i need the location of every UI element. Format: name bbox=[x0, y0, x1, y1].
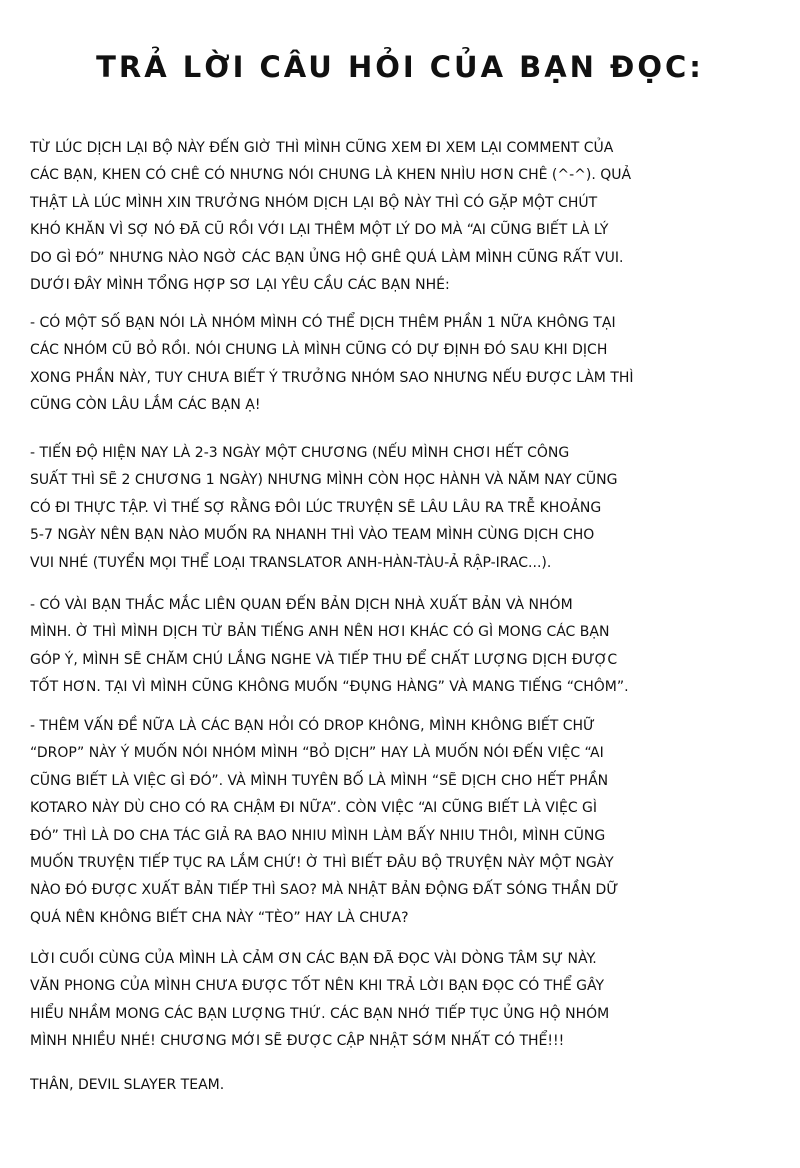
paragraph-line: NÀO ĐÓ ĐƯỢC XUẤT BẢN TIẾP THÌ SAO? MÀ NHẬT BẢN ĐỘNG ĐẤT SÓNG THẦN DỮ bbox=[30, 882, 619, 899]
paragraph-line: HIỂU NHẦM MONG CÁC BẠN LƯỢNG THỨ. CÁC BẠN NHỚ TIẾP TỤC ỦNG HỘ NHÓM bbox=[30, 1005, 610, 1022]
paragraph-line: KOTARO NÀY DÙ CHO CÓ RA CHẬM ĐI NỮA”. CÒN VIỆC “AI CŨNG BIẾT LÀ VIỆC GÌ bbox=[30, 800, 598, 817]
paragraph-line: DO GÌ ĐÓ” NHƯNG NÀO NGỜ CÁC BẠN ỦNG HỘ GHÊ QUÁ LÀM MÌNH CŨNG RẤT VUI. bbox=[30, 249, 624, 266]
paragraph-line: TỐT HƠN. TẠI VÌ MÌNH CŨNG KHÔNG MUỐN “ĐỤNG HÀNG” VÀ MANG TIẾNG “CHÔM”. bbox=[30, 679, 629, 696]
paragraph-line: MÌNH. Ờ THÌ MÌNH DỊCH TỪ BẢN TIẾNG ANH NÊN HƠI KHÁC CÓ GÌ MONG CÁC BẠN bbox=[30, 624, 610, 641]
paragraph-line: CÁC BẠN, KHEN CÓ CHÊ CÓ NHƯNG NÓI CHUNG LÀ KHEN NHÌU HƠN CHÊ (^-^). QUẢ bbox=[30, 167, 632, 184]
paragraph-line: VUI NHÉ (TUYỂN MỌI THỂ LOẠI TRANSLATOR ANH-HÀN-TÀU-Ả RẬP-IRAC...). bbox=[30, 554, 552, 571]
paragraph-line: THẬT LÀ LÚC MÌNH XIN TRƯỞNG NHÓM DỊCH LẠI BỘ NÀY THÌ CÓ GẶP MỘT CHÚT bbox=[30, 194, 598, 211]
point-4-paragraph bbox=[30, 713, 770, 932]
paragraph-line: SUẤT THÌ SẼ 2 CHƯƠNG 1 NGÀY) NHƯNG MÌNH CÒN HỌC HÀNH VÀ NĂM NAY CŨNG bbox=[30, 472, 618, 489]
paragraph-line: - TIẾN ĐỘ HIỆN NAY LÀ 2-3 NGÀY MỘT CHƯƠNG (NẾU MÌNH CHƠI HẾT CÔNG bbox=[30, 445, 570, 461]
signature: THÂN, DEVIL SLAYER TEAM. bbox=[30, 1077, 225, 1093]
paragraph-line: CŨNG BIẾT LÀ VIỆC GÌ ĐÓ”. VÀ MÌNH TUYÊN BỐ LÀ MÌNH “SẼ DỊCH CHO HẾT PHẦN bbox=[30, 772, 609, 789]
paragraph-line: 5-7 NGÀY NÊN BẠN NÀO MUỐN RA NHANH THÌ VÀO TEAM MÌNH CÙNG DỊCH CHO bbox=[30, 527, 595, 544]
paragraph-line: - THÊM VẤN ĐỀ NỮA LÀ CÁC BẠN HỎI CÓ DROP KHÔNG, MÌNH KHÔNG BIẾT CHỮ bbox=[30, 718, 596, 734]
paragraph-line: MÌNH NHIỀU NHÉ! CHƯƠNG MỚI SẼ ĐƯỢC CẬP NHẬT SỚM NHẤT CÓ THỂ!!! bbox=[30, 1033, 565, 1050]
paragraph-line: - CÓ MỘT SỐ BẠN NÓI LÀ NHÓM MÌNH CÓ THỂ DỊCH THÊM PHẦN 1 NỮA KHÔNG TẠI bbox=[30, 315, 616, 331]
paragraph-line: KHÓ KHĂN VÌ SỢ NÓ ĐÃ CŨ RỒI VỚI LẠI THÊM MỘT LÝ DO MÀ “AI CŨNG BIẾT LÀ LÝ bbox=[30, 222, 609, 239]
paragraph-line: XONG PHẦN NÀY, TUY CHƯA BIẾT Ý TRƯỞNG NHÓM SAO NHƯNG NẾU ĐƯỢC LÀM THÌ bbox=[30, 369, 634, 386]
paragraph-line: ĐÓ” THÌ LÀ DO CHA TÁC GIẢ RA BAO NHIU MÌNH LÀM BẤY NHIU THÔI, MÌNH CŨNG bbox=[30, 827, 606, 844]
point-3-paragraph bbox=[30, 592, 770, 702]
paragraph-line: - CÓ VÀI BẠN THẮC MẮC LIÊN QUAN ĐẾN BẢN DỊCH NHÀ XUẤT BẢN VÀ NHÓM bbox=[30, 597, 573, 613]
page-title: TRẢ LỜI CÂU HỎI CỦA BẠN ĐỌC: bbox=[96, 50, 704, 84]
paragraph-line: QUÁ NÊN KHÔNG BIẾT CHA NÀY “TÈO” HAY LÀ CHƯA? bbox=[30, 909, 409, 926]
paragraph-line: TỪ LÚC DỊCH LẠI BỘ NÀY ĐẾN GIỜ THÌ MÌNH CŨNG XEM ĐI XEM LẠI COMMENT CỦA bbox=[30, 140, 614, 156]
point-2-paragraph bbox=[30, 440, 770, 577]
signature-block bbox=[30, 1072, 770, 1099]
paragraph-line: CÓ ĐI THỰC TẬP. VÌ THẾ SỢ RẰNG ĐÔI LÚC TRUYỆN SẼ LÂU LÂU RA TRỄ KHOẢNG bbox=[30, 499, 602, 516]
intro-paragraph bbox=[30, 135, 770, 299]
paragraph-line: CÁC NHÓM CŨ BỎ RỒI. NÓI CHUNG LÀ MÌNH CŨNG CÓ DỰ ĐỊNH ĐÓ SAU KHI DỊCH bbox=[30, 342, 608, 359]
paragraph-line: MUỐN TRUYỆN TIẾP TỤC RA LẮM CHỨ! Ờ THÌ BIẾT ĐÂU BỘ TRUYỆN NÀY MỘT NGÀY bbox=[30, 854, 614, 871]
closing-paragraph bbox=[30, 946, 770, 1056]
paragraph-line: VĂN PHONG CỦA MÌNH CHƯA ĐƯỢC TỐT NÊN KHI TRẢ LỜI BẠN ĐỌC CÓ THỂ GÂY bbox=[30, 978, 605, 995]
paragraph-line: LỜI CUỐI CÙNG CỦA MÌNH LÀ CẢM ƠN CÁC BẠN ĐÃ ĐỌC VÀI DÒNG TÂM SỰ NÀY. bbox=[30, 951, 597, 967]
point-1-paragraph bbox=[30, 310, 770, 420]
paragraph-line: CŨNG CÒN LÂU LẮM CÁC BẠN Ạ! bbox=[30, 397, 261, 414]
paragraph-line: “DROP” NÀY Ý MUỐN NÓI NHÓM MÌNH “BỎ DỊCH” HAY LÀ MUỐN NÓI ĐẾN VIỆC “AI bbox=[30, 745, 604, 762]
paragraph-line: DƯỚI ĐÂY MÌNH TỔNG HỢP SƠ LẠI YÊU CẦU CÁC BẠN NHÉ: bbox=[30, 276, 450, 293]
paragraph-line: GÓP Ý, MÌNH SẼ CHĂM CHÚ LẮNG NGHE VÀ TIẾP THU ĐỂ CHẤT LƯỢNG DỊCH ĐƯỢC bbox=[30, 651, 618, 668]
